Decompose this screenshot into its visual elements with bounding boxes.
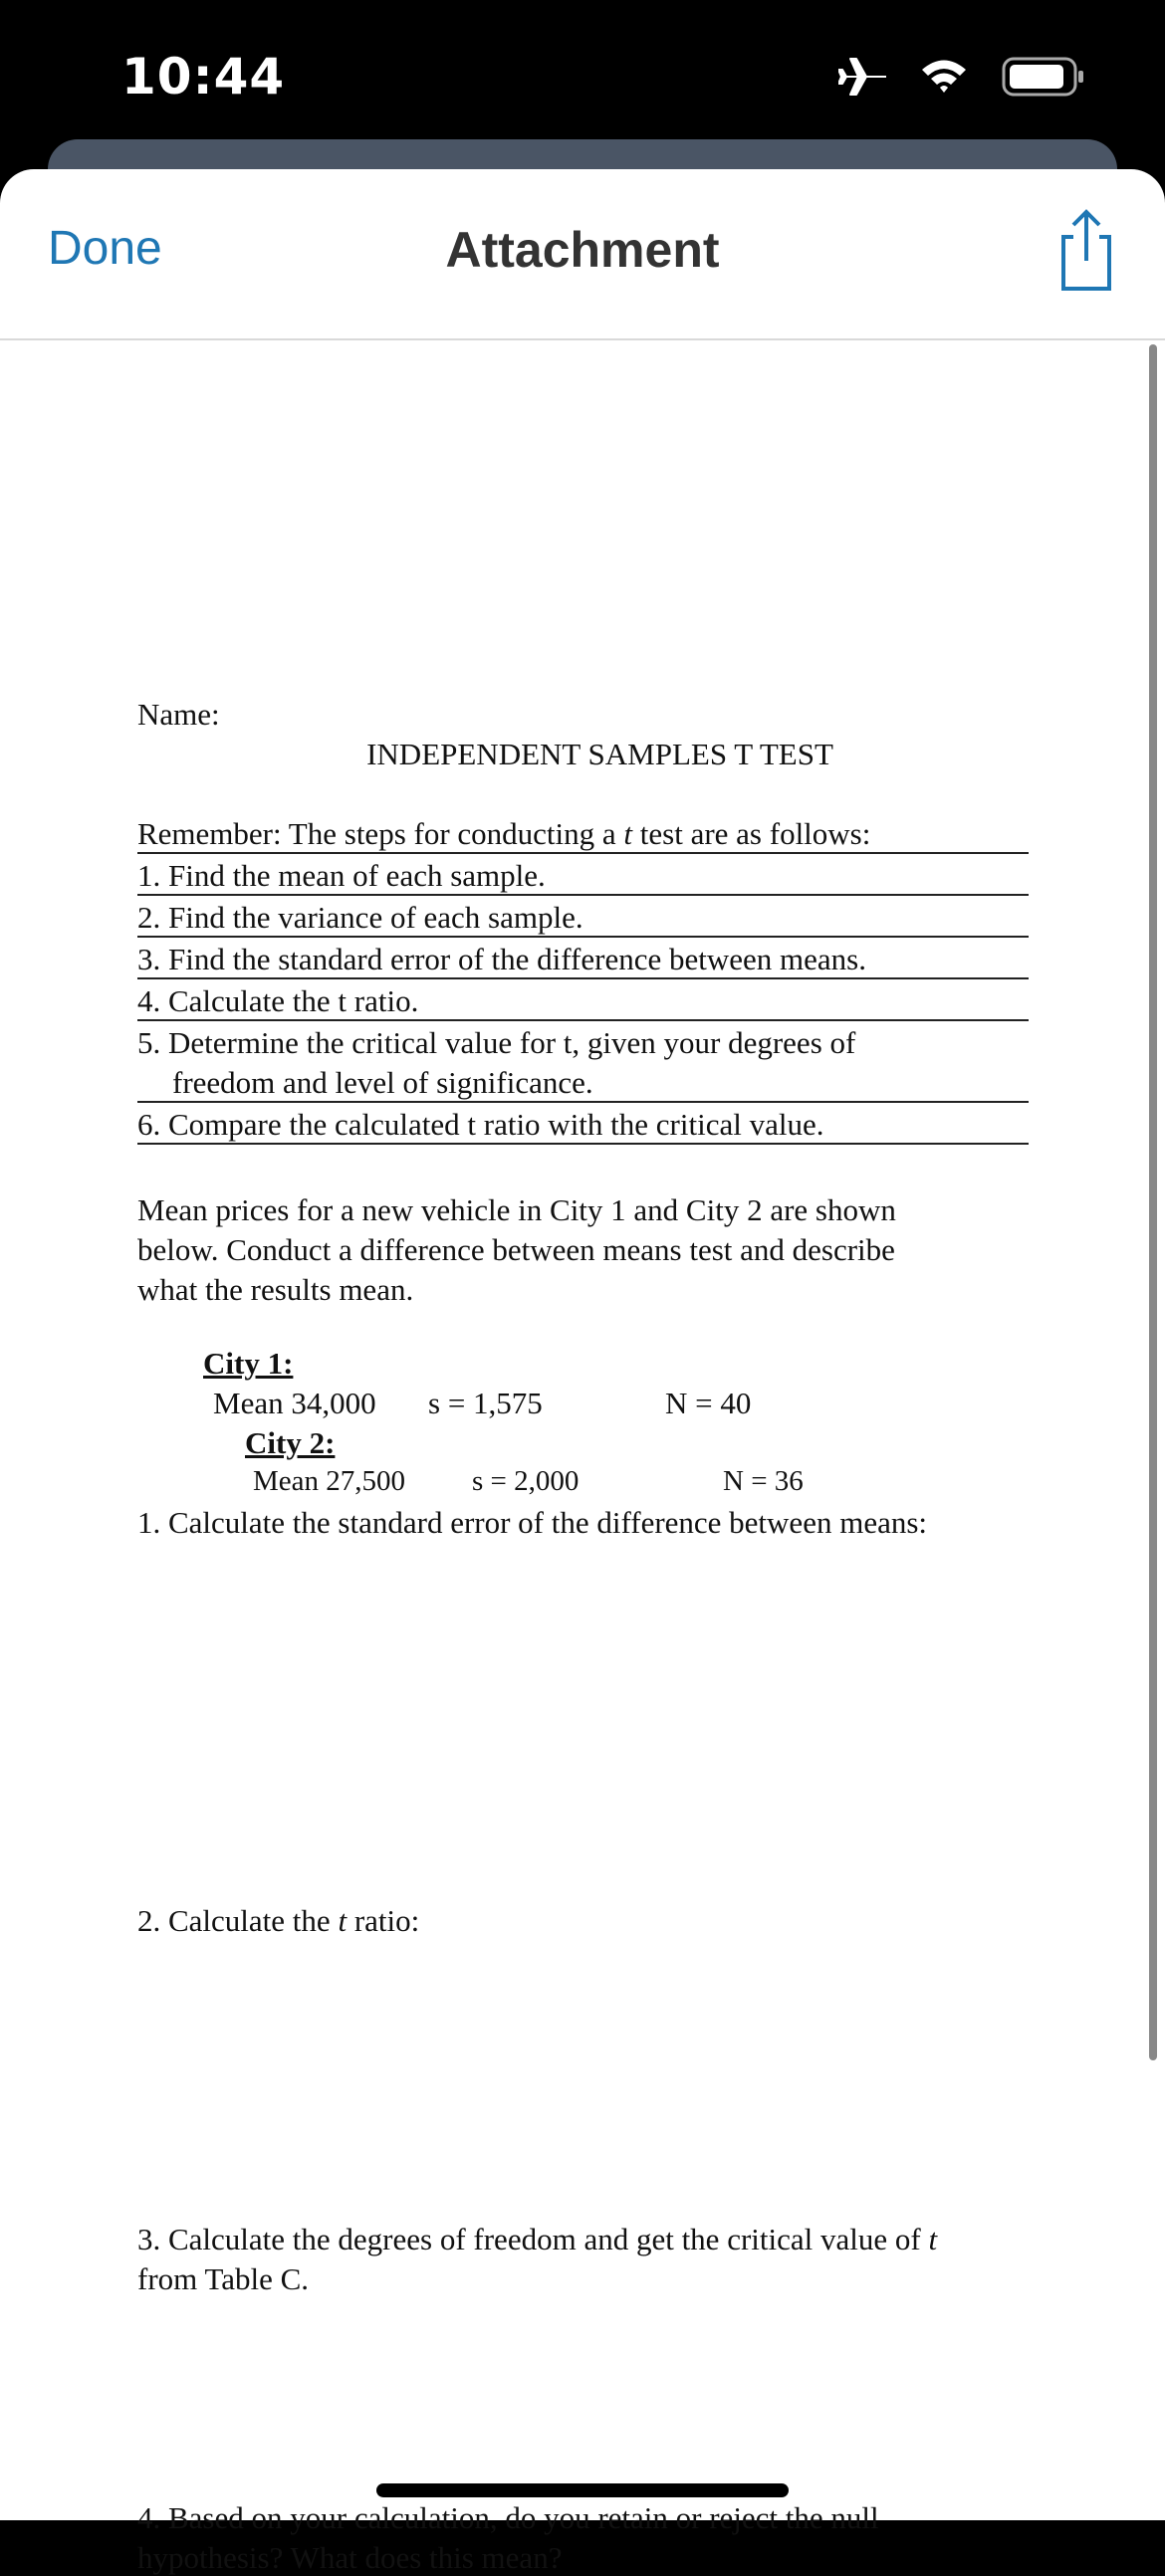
step-2: 2. Find the variance of each sample. xyxy=(137,900,1029,938)
intro-line-3: what the results mean. xyxy=(137,1272,414,1307)
city1-mean: Mean 34,000 xyxy=(213,1386,376,1420)
step-6: 6. Compare the calculated t ratio with the critical value. xyxy=(137,1107,1029,1145)
city2-n: N = 36 xyxy=(723,1465,804,1497)
home-indicator[interactable] xyxy=(376,2483,789,2497)
airplane-icon xyxy=(838,55,886,99)
status-bar xyxy=(0,0,1165,159)
question-2: 2. Calculate the t ratio: xyxy=(137,1903,420,1938)
city1-n: N = 40 xyxy=(665,1386,752,1420)
status-time: 10:44 xyxy=(121,48,286,106)
question-4-line-1: 4. Based on your calculation, do you retain or reject the null xyxy=(137,2500,879,2535)
wifi-icon xyxy=(920,57,968,97)
question-4-line-2: hypothesis? What does this mean? xyxy=(137,2540,563,2575)
step-1: 1. Find the mean of each sample. xyxy=(137,858,1029,896)
scroll-indicator[interactable] xyxy=(1149,344,1157,2060)
attachment-sheet xyxy=(0,169,1165,2575)
question-1: 1. Calculate the standard error of the difference between means: xyxy=(137,1505,928,1540)
nav-title: Attachment xyxy=(445,222,720,278)
doc-heading: INDEPENDENT SAMPLES T TEST xyxy=(366,737,833,771)
step-5: 5. Determine the critical value for t, given your degrees of xyxy=(137,1025,856,1060)
intro-line-2: below. Conduct a difference between means test and describe xyxy=(137,1232,895,1267)
city2-s: s = 2,000 xyxy=(472,1465,580,1497)
city2-label: City 2: xyxy=(245,1425,336,1460)
step-3: 3. Find the standard error of the difference between means. xyxy=(137,942,1029,979)
done-button[interactable]: Done xyxy=(48,222,162,275)
city1-label: City 1: xyxy=(203,1346,294,1381)
battery-icon xyxy=(1002,55,1085,99)
step-5-cont: freedom and level of significance. xyxy=(137,1065,1029,1103)
city2-mean: Mean 27,500 xyxy=(253,1465,406,1497)
step-4: 4. Calculate the t ratio. xyxy=(137,983,1029,1021)
remember-line: Remember: The steps for conducting a t test are as follows: xyxy=(137,816,1029,854)
status-icons xyxy=(838,52,1085,102)
intro-line-1: Mean prices for a new vehicle in City 1 and City 2 are shown xyxy=(137,1192,896,1227)
city1-s: s = 1,575 xyxy=(428,1386,543,1420)
nav-bar xyxy=(0,169,1165,340)
name-label: Name: xyxy=(137,697,220,732)
question-3-line-2: from Table C. xyxy=(137,2261,310,2296)
question-3-line-1: 3. Calculate the degrees of freedom and get the critical value of t xyxy=(137,2222,938,2256)
share-button[interactable] xyxy=(1051,209,1121,293)
share-icon xyxy=(1051,209,1121,293)
